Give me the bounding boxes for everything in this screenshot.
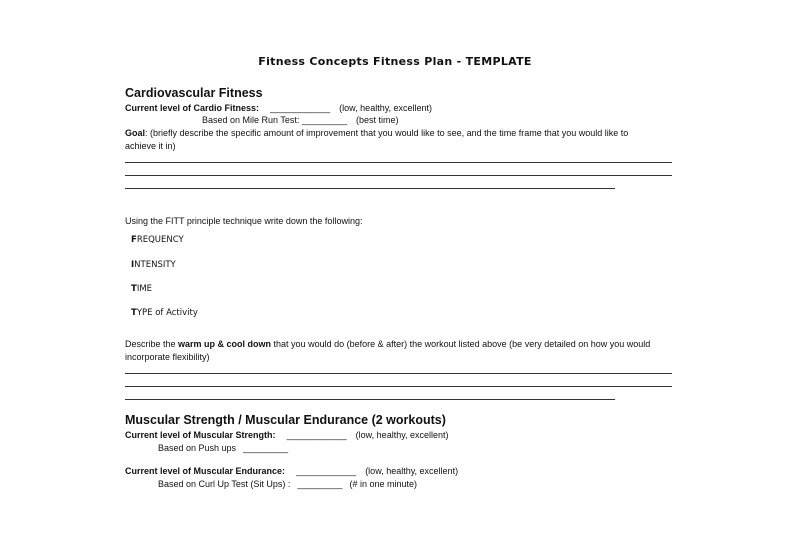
warmup-answer-line[interactable] (125, 399, 615, 400)
warmup-bold: warm up & cool down (178, 339, 272, 349)
muscular-endurance-row (125, 466, 458, 476)
cardio-mile-row (202, 115, 399, 125)
goal-answer-line[interactable] (125, 188, 615, 189)
cardio-current-label: Current level of Cardio Fitness: (125, 103, 260, 113)
fitt-rest: REQUENCY (136, 235, 184, 245)
cardio-mile-label: Based on Mile Run Test: (202, 115, 300, 125)
fitt-item-frequency (131, 235, 184, 245)
warmup-answer-line[interactable] (125, 386, 672, 387)
fitt-item-type (131, 308, 198, 318)
endurance-hint: (low, healthy, excellent) (365, 466, 459, 476)
muscular-heading: Muscular Strength / Muscular Endurance (2 workouts) (125, 413, 446, 427)
cardio-mile-hint: (best time) (356, 115, 399, 125)
cardio-current-row (125, 103, 432, 113)
cardio-goal-text: : (briefly describe the specific amount of improvement that you would like to see, and the time frame that you would like to (145, 128, 629, 138)
endurance-label: Current level of Muscular Endurance: (125, 466, 286, 476)
cardio-goal-label: Goal (125, 128, 146, 138)
curlup-row (158, 479, 417, 489)
fitt-initial: T (131, 308, 137, 318)
curlup-blank[interactable]: _________ (297, 479, 343, 489)
goal-answer-line[interactable] (125, 175, 672, 176)
fitt-initial: I (131, 260, 135, 270)
curlup-hint: (# in one minute) (349, 479, 418, 489)
warmup-line-2: incorporate flexibility) (125, 352, 210, 362)
cardio-mile-blank[interactable]: _________ (301, 115, 347, 125)
strength-hint: (low, healthy, excellent) (355, 430, 449, 440)
warmup-pre: Describe the (125, 339, 179, 349)
muscular-strength-row (125, 430, 449, 440)
cardio-goal-line-2: achieve it in) (125, 141, 176, 151)
fitt-initial: F (131, 235, 137, 245)
fitt-item-intensity (131, 260, 176, 270)
fitt-rest: IME (136, 284, 153, 294)
cardio-heading: Cardiovascular Fitness (125, 86, 263, 100)
pushups-label: Based on Push ups (158, 443, 237, 453)
cardio-current-blank[interactable]: ____________ (270, 103, 331, 113)
warmup-line-1 (125, 339, 650, 349)
endurance-blank[interactable]: ____________ (296, 466, 357, 476)
pushups-row (158, 443, 288, 453)
fitt-item-time (131, 284, 152, 294)
pushups-blank[interactable]: _________ (243, 443, 289, 453)
fitt-rest: YPE of Activity (136, 308, 198, 318)
goal-answer-line[interactable] (125, 162, 672, 163)
cardio-current-hint: (low, healthy, excellent) (339, 103, 433, 113)
cardio-goal-line-1 (125, 128, 628, 138)
warmup-answer-line[interactable] (125, 373, 672, 374)
fitt-initial: T (131, 284, 137, 294)
fitt-intro: Using the FITT principle technique write down the following: (125, 216, 363, 226)
strength-blank[interactable]: ____________ (286, 430, 347, 440)
page-title: Fitness Concepts Fitness Plan - TEMPLATE (258, 55, 532, 68)
warmup-post: that you would do (before & after) the workout listed above (be very detailed on how you would (271, 339, 651, 349)
curlup-label: Based on Curl Up Test (Sit Ups) : (158, 479, 291, 489)
fitt-rest: NTENSITY (134, 260, 176, 270)
strength-label: Current level of Muscular Strength: (125, 430, 276, 440)
